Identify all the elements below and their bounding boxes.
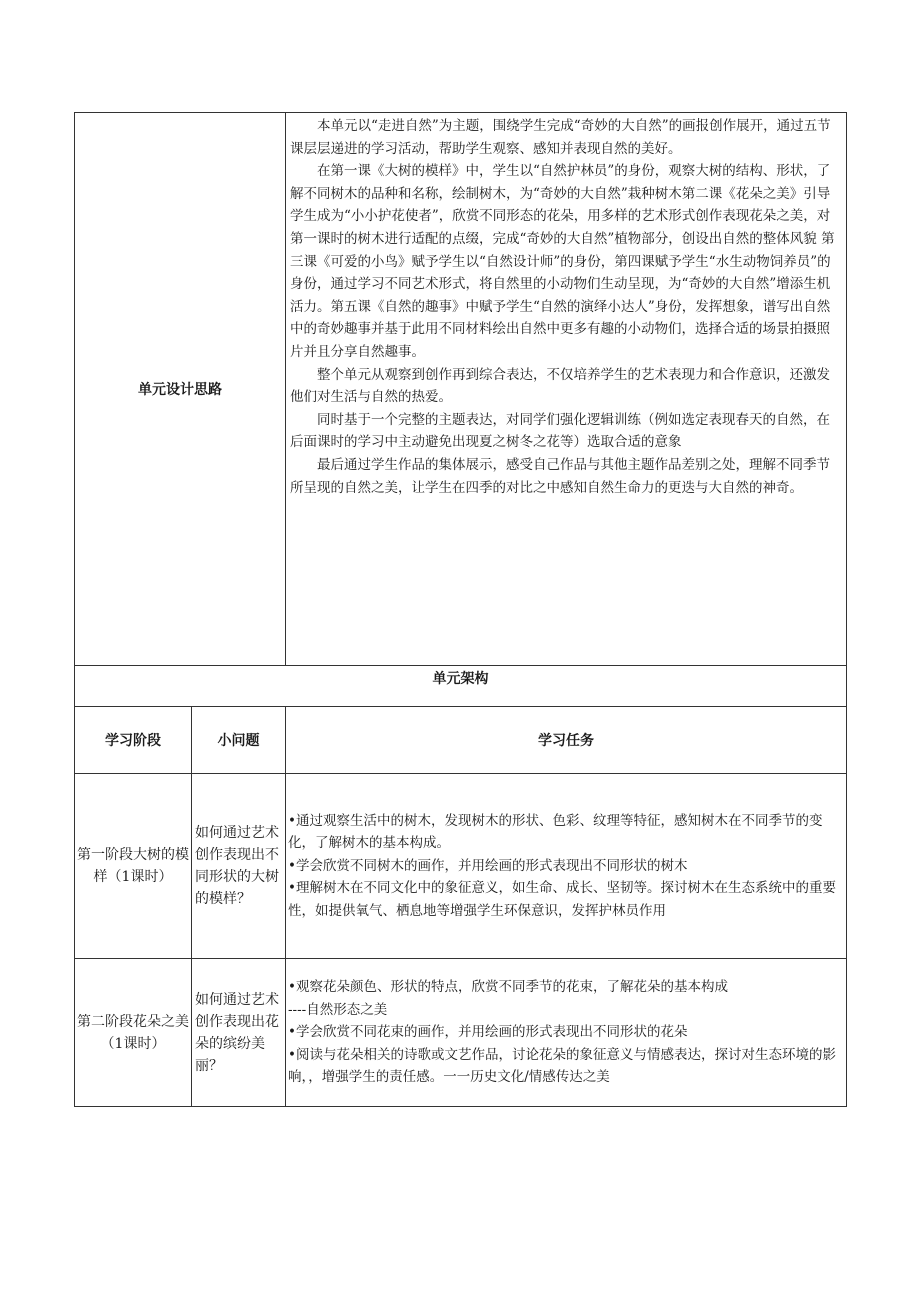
task-item: •理解树木在不同文化中的象征意义，如生命、成长、坚韧等。探讨树木在生态系统中的重要性，如提供氧气、栖息地等增强学生环保意识，发挥护林员作用 xyxy=(288,880,836,919)
header-row xyxy=(75,707,847,774)
design-paragraph: 在第一课《大树的模样》中，学生以“自然护林员”的身份，观察大树的结构、形状，了解不同树木的品种和名称，绘制树木，为“奇妙的大自然”栽种树木第二课《花朵之美》引导学生成为“小小护花使者”，欣赏不同形态的花朵，用多样的艺术形式创作表现花朵之美，对第一课时的树木进行适配的点缀，完成“奇妙的大自然”植物部分，创设出自然的整体风貌 第三课《可爱的小鸟》赋予学生以“自然设计师”的身份，第四课赋予学生“水生动物饲养员”的身份，通过学习不同艺术形式，将自然里的小动物们生动呈现，为“奇妙的大自然”增添生机活力。第五课《自然的趣事》中赋予学生“自然的演绎小达人”身份，发挥想象，谱写出自然中的奇妙趣事并基于此用不同材料绘出自然中更多有趣的小动物们，选择合适的场景拍摄照片并且分享自然趣事。 xyxy=(290,163,835,360)
task-cell xyxy=(286,774,847,959)
task-item: •阅读与花朵相关的诗歌或文艺作品，讨论花朵的象征意义与情感表达，探讨对生态环境的影响，，增强学生的责任感。一一历史文化/情感传达之美 xyxy=(288,1046,836,1086)
stage-cell: 第二阶段花朵之美（1课时） xyxy=(75,959,192,1107)
task-item: •学会欣赏不同树木的画作，并用绘画的形式表现出不同形状的树木 xyxy=(288,857,688,874)
header-question: 小问题 xyxy=(192,707,286,774)
design-label: 单元设计思路 xyxy=(75,113,286,666)
design-paragraph: 整个单元从观察到创作再到综合表达，不仅培养学生的艺术表现力和合作意识，还激发他们对生活与自然的热爱。 xyxy=(290,366,830,406)
design-content xyxy=(286,113,847,666)
task-item: •学会欣赏不同花束的画作，并用绘画的形式表现出不同形状的花朵 xyxy=(288,1024,688,1041)
design-row xyxy=(75,113,847,666)
stage-cell: 第一阶段大树的模样（1课时） xyxy=(75,774,192,959)
design-paragraph: 本单元以“走进自然”为主题，围绕学生完成“奇妙的大自然”的画报创作展开，通过五节课层层递进的学习活动，帮助学生观察、感知并表现自然的美好。 xyxy=(290,118,831,157)
question-cell: 如何通过艺术创作表现出花朵的缤纷美丽？ xyxy=(192,959,286,1107)
task-item: ----自然形态之美 xyxy=(288,1001,388,1018)
question-cell: 如何通过艺术创作表现出不同形状的大树的模样？ xyxy=(192,774,286,959)
task-item: •通过观察生活中的树木，发现树木的形状、色彩、纹理等特征，感知树木在不同季节的变化，了解树木的基本构成。 xyxy=(288,812,823,852)
header-task: 学习任务 xyxy=(286,707,847,774)
framework-title: 单元架构 xyxy=(75,666,847,707)
table-row xyxy=(75,774,847,959)
framework-title-row xyxy=(75,666,847,707)
table-row xyxy=(75,959,847,1107)
design-paragraph: 同时基于一个完整的主题表达，对同学们强化逻辑训练（例如选定表现春天的自然，在后面课时的学习中主动避免出现夏之树冬之花等）选取合适的意象 xyxy=(290,411,830,451)
task-cell xyxy=(286,959,847,1107)
header-stage: 学习阶段 xyxy=(75,707,192,774)
task-item: •观察花朵颜色、形状的特点，欣赏不同季节的花束，了解花朵的基本构成 xyxy=(288,979,728,996)
unit-plan-table xyxy=(74,112,847,1107)
design-paragraph: 最后通过学生作品的集体展示，感受自己作品与其他主题作品差别之处，理解不同季节所呈现的自然之美，让学生在四季的对比之中感知自然生命力的更迭与大自然的神奇。 xyxy=(290,456,830,496)
